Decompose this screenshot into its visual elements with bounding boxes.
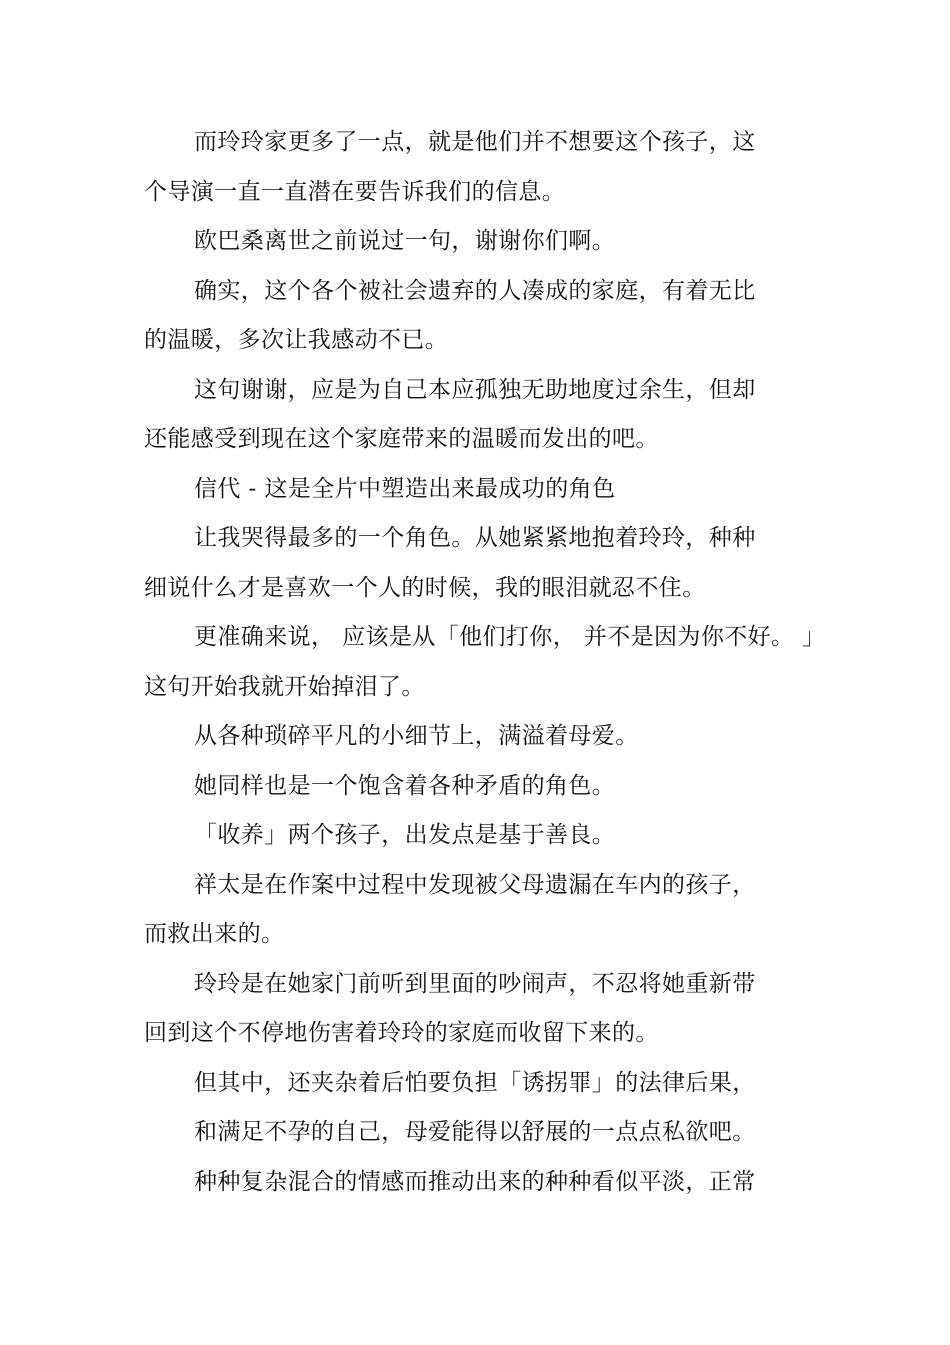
text-line: 这句开始我就开始掉泪了。: [144, 673, 425, 700]
text-line: 而玲玲家更多了一点，就是他们并不想要这个孩子，这: [194, 129, 756, 155]
text-line: 细说什么才是喜欢一个人的时候，我的眼泪就忍不住。: [144, 574, 706, 601]
document-body: [144, 118, 824, 1207]
text-line: 让我哭得最多的一个角色。从她紧紧地抱着玲玲，种种: [194, 525, 756, 551]
text-line: 玲玲是在她家门前听到里面的吵闹声，不忍将她重新带: [194, 970, 756, 997]
text-line: 但其中，还夹杂着后怕要负担「诱拐罪」的法律后果，: [194, 1069, 756, 1096]
text-line: 和满足不孕的自己，母爱能得以舒展的一点点私欲吧。: [194, 1119, 756, 1145]
text-line: 更准确来说， 应该是从「他们打你， 并不是因为你不好。 」: [194, 624, 826, 650]
text-line: 欧巴桑离世之前说过一句，谢谢你们啊。: [194, 228, 616, 254]
text-line: 这句谢谢，应是为自己本应孤独无助地度过余生，但却: [194, 376, 756, 403]
text-line: 的温暖，多次让我感动不已。: [144, 327, 449, 353]
text-line: 而救出来的。: [144, 921, 285, 947]
text-line: 祥太是在作案中过程中发现被父母遗漏在车内的孩子，: [194, 871, 756, 898]
text-line: 她同样也是一个饱含着各种矛盾的角色。: [194, 772, 616, 799]
text-line: 从各种琐碎平凡的小细节上，满溢着母爱。: [194, 723, 639, 749]
text-line: 回到这个不停地伤害着玲玲的家庭而收留下来的。: [144, 1020, 659, 1046]
text-line: 还能感受到现在这个家庭带来的温暖而发出的吧。: [144, 426, 659, 452]
text-line: 种种复杂混合的情感而推动出来的种种看似平淡，正常: [194, 1168, 756, 1195]
text-line: 信代 - 这是全片中塑造出来最成功的角色: [194, 475, 616, 502]
text-line: 确实，这个各个被社会遗弃的人凑成的家庭，有着无比: [194, 277, 756, 304]
text-line: 「收养」两个孩子，出发点是基于善良。: [194, 822, 616, 848]
text-line: 个导演一直一直潜在要告诉我们的信息。: [144, 178, 566, 205]
